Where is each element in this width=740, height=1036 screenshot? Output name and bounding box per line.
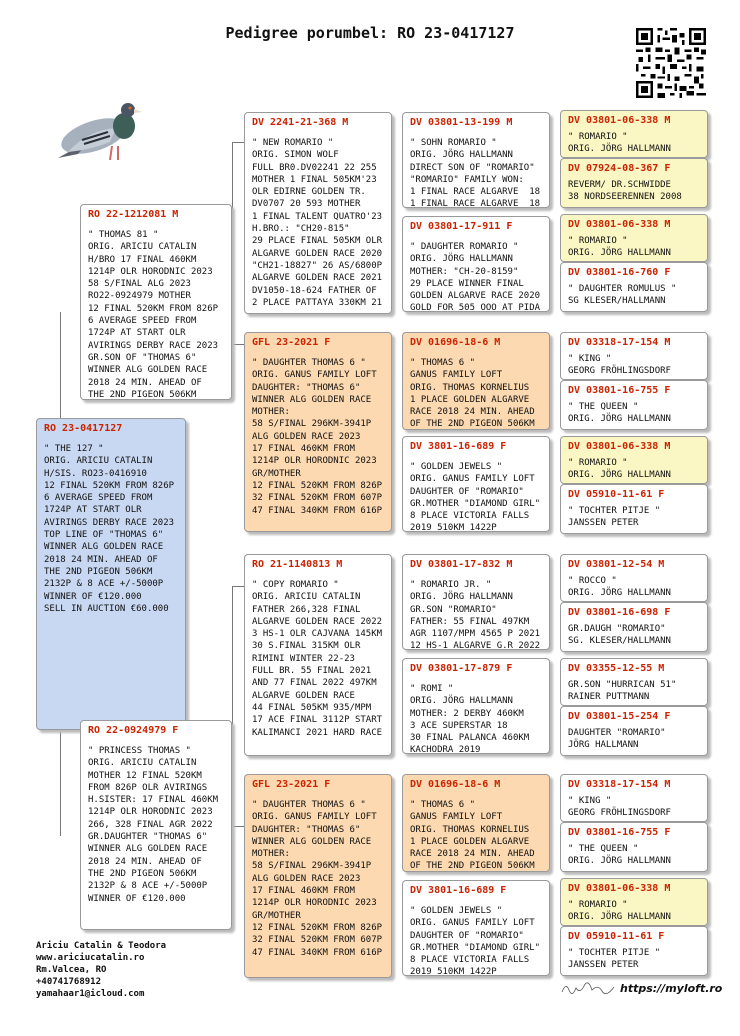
pigeon-info: " THE QUEEN " ORIG. JÖRG HALLMANN	[568, 402, 671, 424]
pigeon-info: " SOHN ROMARIO " ORIG. JÖRG HALLMANN DIRECT SON OF "ROMARIO" "ROMARIO" FAMILY WON: 1 FINAL RACE ALGARVE 18 1 FINAL RACE ALGARVE 18	[410, 138, 541, 208]
pigeon-info: " THOMAS 6 " GANUS FAMILY LOFT ORIG. THOMAS KORNELIUS 1 PLACE GOLDEN ALGARVE RACE 2018 24 MIN. AHEAD OF THE 2ND PIGEON 506KM	[410, 800, 535, 872]
ring-number: RO 22-0924979 F	[88, 725, 179, 736]
gggparent-card[interactable]	[560, 110, 708, 158]
ring-number: GFL 23-2021 F	[252, 337, 331, 348]
ring-number: DV 03801-15-254 F	[568, 711, 671, 722]
pigeon-info: " NEW ROMARIO " ORIG. SIMON WOLF FULL BR0.DV02241 22 255 MOTHER 1 FINAL 505KM'23 OLR EDIRNE GOLDEN TR. DV0707 20 593 MOTHER 1 FINAL TALENT QUATRO'23 H.BRO.: "CH20-815" 29 PLACE FINAL 505KM OLR ALGARVE GOLDEN RACE 2020 "CH21-18827" 26 AS/6800P ALGARVE GOLDEN RACE 2021 DV1050-18-624 FATHER OF 2 PLACE PATTAYA 330KM 21	[252, 138, 383, 308]
ring-number: DV 03801-13-199 M	[410, 117, 513, 128]
ring-number: RO 21-1140813 M	[252, 559, 343, 570]
sire-card[interactable]	[80, 204, 232, 400]
ring-number: RO 22-1212081 M	[88, 209, 179, 220]
pigeon-info: " THOMAS 81 " ORIG. ARICIU CATALIN H/BRO 17 FINAL 460KM 1214P OLR HORODNIC 2023 58 S/FINAL ALG 2023 RO22-0924979 MOTHER 12 FINAL 520KM FROM 826P 6 AVERAGE SPEED FROM 1724P AT START OLR AVIRINGS DERBY RACE 2023 GR.SON OF "THOMAS 6" WINNER ALG GOLDEN RACE 2018 24 MIN. AHEAD OF THE 2ND PIGEON 506KM	[88, 230, 219, 400]
signature-icon	[560, 980, 616, 996]
pigeon-info: " ROMARIO " ORIG. JÖRG HALLMANN	[568, 132, 671, 154]
pigeon-info: GR.DAUGH "ROMARIO" SG. KLESER/HALLMANN	[568, 624, 671, 646]
ring-number: DV 07924-08-367 F	[568, 163, 671, 174]
ring-number: DV 2241-21-368 M	[252, 117, 349, 128]
pigeon-info: " TOCHTER PITJE " JANSSEN PETER	[568, 948, 661, 970]
ggparent-card[interactable]	[402, 332, 550, 430]
pigeon-info: GR.SON "HURRICAN 51" RAINER PUTTMANN	[568, 680, 677, 702]
pigeon-info: " ROMARIO " ORIG. JÖRG HALLMANN	[568, 900, 671, 922]
website-link[interactable]: https://myloft.ro	[620, 982, 723, 995]
dam-sire-card[interactable]	[244, 554, 392, 756]
sire-line	[232, 142, 233, 314]
sire-sire-card[interactable]	[244, 112, 392, 314]
ring-number: DV 3801-16-689 F	[410, 885, 507, 896]
sire-dam-card[interactable]	[244, 332, 392, 532]
ring-number: DV 03801-06-338 M	[568, 219, 671, 230]
qr-code-icon[interactable]	[636, 28, 706, 98]
ring-number: DV 05910-11-61 F	[568, 931, 665, 942]
ring-number: DV 3801-16-689 F	[410, 441, 507, 452]
ring-number: DV 01696-18-6 M	[410, 337, 501, 348]
pigeon-info: " DAUGHTER THOMAS 6 " ORIG. GANUS FAMILY LOFT DAUGHTER: "THOMAS 6" WINNER ALG GOLDEN RACE MOTHER: 58 S/FINAL 296KM-3941P ALG GOLDEN RACE 2023 17 FINAL 460KM FROM 1214P OLR HORODNIC 2023 GR/MOTHER 12 FINAL 520KM FROM 826P 32 FINAL 520KM FROM 607P 47 FINAL 340KM FROM 616P	[252, 800, 383, 958]
ring-number: DV 03801-16-760 F	[568, 267, 671, 278]
owner-location: Rm.Valcea, RO	[36, 965, 107, 975]
ring-number: DV 03801-17-879 F	[410, 663, 513, 674]
pigeon-info: " DAUGHTER ROMULUS " SG KLESER/HALLMANN	[568, 284, 677, 306]
ring-number: DV 05910-11-61 F	[568, 489, 665, 500]
connector	[232, 826, 244, 827]
owner-website[interactable]: www.ariciucatalin.ro	[36, 953, 145, 963]
dam-line	[232, 586, 233, 826]
gggparent-card[interactable]	[560, 878, 708, 926]
ggparent-card[interactable]	[402, 436, 550, 532]
gggparent-card[interactable]	[560, 262, 708, 312]
ring-number: DV 03801-06-338 M	[568, 883, 671, 894]
connector	[232, 344, 244, 345]
ring-number: RO 23-0417127	[44, 423, 123, 434]
connector	[232, 314, 233, 344]
gggparent-card[interactable]	[560, 158, 708, 208]
pigeon-info: " ROMARIO JR. " ORIG. JÖRG HALLMANN GR.SON "ROMARIO" FATHER: 55 FINAL 497KM AGR 1107/MPM 4565 P 2021 12 HS-1 ALGARVE G.R 2022	[410, 580, 541, 650]
gggparent-card[interactable]	[560, 706, 708, 756]
pigeon-info: " GOLDEN JEWELS " ORIG. GANUS FAMILY LOFT DAUGHTER OF "ROMARIO" GR.MOTHER "DIAMOND GIRL" 8 PLACE VICTORIA FALLS 2019 510KM 1422P	[410, 906, 541, 976]
ggparent-card[interactable]	[402, 658, 550, 754]
pigeon-info: " DAUGHTER THOMAS 6 " ORIG. GANUS FAMILY LOFT DAUGHTER: "THOMAS 6" WINNER ALG GOLDEN RACE MOTHER: 58 S/FINAL 296KM-3941P ALG GOLDEN RACE 2023 17 FINAL 460KM FROM 1214P OLR HORODNIC 2023 GR/MOTHER 12 FINAL 520KM FROM 826P 32 FINAL 520KM FROM 607P 47 FINAL 340KM FROM 616P	[252, 358, 383, 516]
ring-number: DV 03801-06-338 M	[568, 441, 671, 452]
gggparent-card[interactable]	[560, 822, 708, 872]
owner-email[interactable]: yamahaar1@icloud.com	[36, 989, 145, 999]
gggparent-card[interactable]	[560, 332, 708, 380]
subject-pigeon-card[interactable]	[36, 418, 186, 730]
owner-phone[interactable]: +40741768912	[36, 977, 102, 987]
pigeon-info: " ROCCO " ORIG. JÖRG HALLMANN	[568, 576, 671, 598]
pigeon-image	[38, 88, 148, 173]
ring-number: DV 03801-06-338 M	[568, 115, 671, 126]
gggparent-card[interactable]	[560, 554, 708, 602]
pigeon-info: " ROMI " ORIG. JÖRG HALLMANN MOTHER: 2 DERBY 460KM 3 ACE SUPERSTAR 18 30 FINAL PALANCA 460KM KACHODRA 2019	[410, 684, 530, 754]
connector	[232, 586, 244, 587]
ggparent-card[interactable]	[402, 554, 550, 650]
gggparent-card[interactable]	[560, 602, 708, 652]
pigeon-info: " KING " GEORG FRÖHLINGSDORF	[568, 796, 671, 818]
dam-dam-card[interactable]	[244, 774, 392, 978]
page-title: Pedigree porumbel: RO 23-0417127	[225, 24, 515, 42]
pigeon-info: " ROMARIO " ORIG. JÖRG HALLMANN	[568, 236, 671, 258]
pigeon-info: " ROMARIO " ORIG. JÖRG HALLMANN	[568, 458, 671, 480]
ring-number: DV 03801-16-755 F	[568, 827, 671, 838]
pigeon-info: " DAUGHTER ROMARIO " ORIG. JÖRG HALLMANN MOTHER: "CH-20-8159" 29 PLACE WINNER FINAL GOLDEN ALGARVE RACE 2020 GOLD FOR 505 OOO AT PIDA	[410, 242, 541, 312]
gggparent-card[interactable]	[560, 774, 708, 822]
pigeon-info: " COPY ROMARIO " ORIG. ARICIU CATALIN FATHER 266,328 FINAL ALGARVE GOLDEN RACE 2022 3 HS-1 OLR CAJVANA 145KM 30 S.FINAL 315KM OLR RIMINI WINTER 22-23 FULL BR. 55 FINAL 2021 AND 77 FINAL 2022 497KM ALGARVE GOLDEN RACE 44 FINAL 505KM 935/MPM 17 ACE FINAL 3112P START KALIMANCI 2021 HARD RACE	[252, 580, 383, 738]
owner-contact	[36, 940, 166, 1000]
pigeon-info: DAUGHTER "ROMARIO" JÖRG HALLMANN	[568, 728, 666, 750]
pigeon-info: REVERM/ DR.SCHWIDDE 38 NORDSEERENNEN 2008	[568, 180, 682, 202]
ggparent-card[interactable]	[402, 112, 550, 208]
ring-number: DV 03801-16-698 F	[568, 607, 671, 618]
pigeon-info: " GOLDEN JEWELS " ORIG. GANUS FAMILY LOFT DAUGHTER OF "ROMARIO" GR.MOTHER "DIAMOND GIRL" 8 PLACE VICTORIA FALLS 2019 510KM 1422P	[410, 462, 541, 532]
gggparent-card[interactable]	[560, 214, 708, 262]
gggparent-card[interactable]	[560, 926, 708, 976]
gggparent-card[interactable]	[560, 658, 708, 706]
gggparent-card[interactable]	[560, 436, 708, 484]
pigeon-info: " TOCHTER PITJE " JANSSEN PETER	[568, 506, 661, 528]
owner-name: Ariciu Catalin & Teodora	[36, 941, 167, 951]
pigeon-info: " PRINCESS THOMAS " ORIG. ARICIU CATALIN MOTHER 12 FINAL 520KM FROM 826P OLR AVIRINGS H.SISTER: 17 FINAL 460KM 1214P OLR HORODNIC 2023 266, 328 FINAL AGR 2022 GR.DAUGHTER "THOMAS 6" WINNER ALG GOLDEN RACE 2018 24 MIN. AHEAD OF THE 2ND PIGEON 506KM 2132P & 8 ACE +/-5000P WINNER OF €120.000	[88, 746, 219, 904]
ring-number: DV 03318-17-154 M	[568, 337, 671, 348]
gggparent-card[interactable]	[560, 380, 708, 430]
ring-number: GFL 23-2021 F	[252, 779, 331, 790]
gggparent-card[interactable]	[560, 484, 708, 534]
ring-number: DV 03801-17-832 M	[410, 559, 513, 570]
ring-number: DV 01696-18-6 M	[410, 779, 501, 790]
pigeon-info: " KING " GEORG FRÖHLINGSDORF	[568, 354, 671, 376]
ggparent-card[interactable]	[402, 774, 550, 872]
ring-number: DV 03801-17-911 F	[410, 221, 513, 232]
ring-number: DV 03801-16-755 F	[568, 385, 671, 396]
ring-number: DV 03318-17-154 M	[568, 779, 671, 790]
connector	[232, 142, 244, 143]
pigeon-info: " THE QUEEN " ORIG. JÖRG HALLMANN	[568, 844, 671, 866]
ggparent-card[interactable]	[402, 216, 550, 312]
ring-number: DV 03801-12-54 M	[568, 559, 665, 570]
pigeon-info: " THOMAS 6 " GANUS FAMILY LOFT ORIG. THOMAS KORNELIUS 1 PLACE GOLDEN ALGARVE RACE 2018 24 MIN. AHEAD OF THE 2ND PIGEON 506KM	[410, 358, 535, 430]
subject-sire-line	[60, 312, 61, 418]
pigeon-info: " THE 127 " ORIG. ARICIU CATALIN H/SIS. RO23-0416910 12 FINAL 520KM FROM 826P 6 AVERAGE SPEED FROM 1724P AT START OLR AVIRINGS DERBY RACE 2023 TOP LINE OF "THOMAS 6" WINNER ALG GOLDEN RACE 2018 24 MIN. AHEAD OF THE 2ND PIGEON 506KM 2132P & 8 ACE +/-5000P WINNER OF €120.000 SELL IN AUCTION €60.000	[44, 444, 175, 614]
subject-dam-line	[60, 732, 61, 836]
ggparent-card[interactable]	[402, 880, 550, 976]
ring-number: DV 03355-12-55 M	[568, 663, 665, 674]
dam-card[interactable]	[80, 720, 232, 930]
